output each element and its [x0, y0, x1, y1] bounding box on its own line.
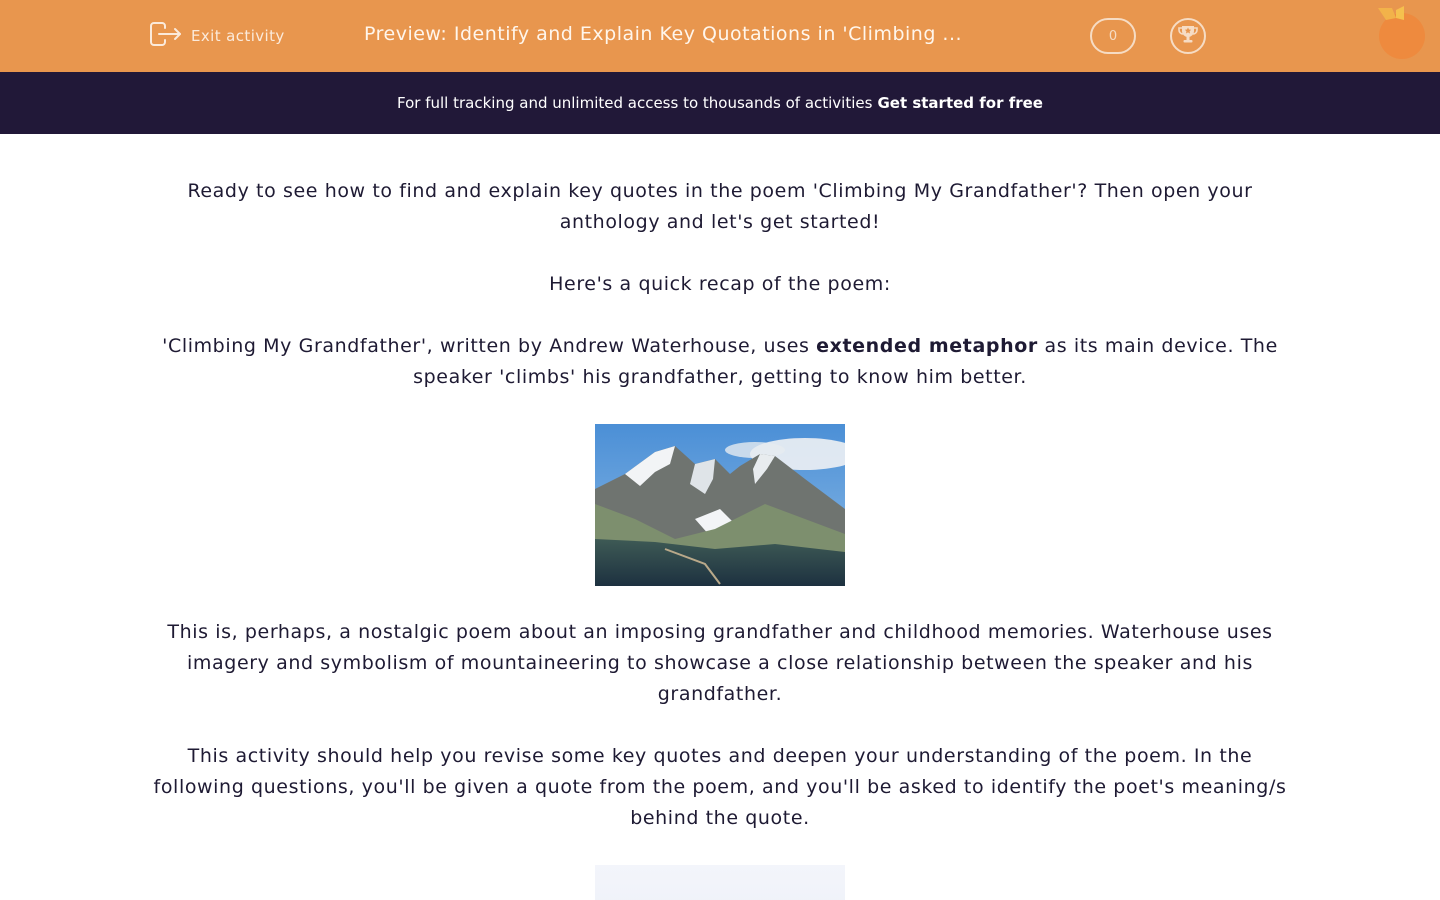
get-started-link[interactable]: Get started for free [877, 94, 1043, 112]
activity-content [150, 176, 1290, 900]
nostalgia-paragraph: This is, perhaps, a nostalgic poem about an imposing grandfather and childhood memories. Waterhouse uses imagery and symbolism of mountaineering to showcase a close relationship between the speaker and his grandfather. [167, 621, 1273, 705]
orange-logo-icon [1374, 4, 1430, 62]
trophy-icon [1177, 23, 1199, 49]
banner-text: For full tracking and unlimited access to thousands of activities [397, 94, 873, 112]
recap-heading: Here's a quick recap of the poem: [549, 273, 891, 295]
exit-icon [149, 19, 183, 53]
instructions-paragraph: This activity should help you revise some key quotes and deepen your understanding of the poem. In the following questions, you'll be given a quote from the poem, and you'll be asked to identify the poet's meaning/s behind the quote. [153, 745, 1287, 829]
top-bar [0, 0, 1440, 72]
score-value: 0 [1108, 28, 1118, 44]
activity-title: Preview: Identify and Explain Key Quotations in 'Climbing ... [364, 23, 963, 45]
signup-banner [0, 72, 1440, 134]
summary-bold-term: extended metaphor [816, 335, 1038, 357]
mountain-image [595, 424, 845, 586]
intro-paragraph: Ready to see how to find and explain key quotes in the poem 'Climbing My Grandfather'? Then open your anthology and let's get started! [187, 180, 1253, 233]
score-badge [1090, 18, 1136, 54]
summary-text-after: as its main device. The speaker 'climbs' his grandfather, getting to know him better. [413, 335, 1278, 388]
exit-activity-button[interactable] [149, 20, 285, 52]
trophy-button[interactable] [1170, 18, 1206, 54]
exit-activity-label: Exit activity [191, 27, 285, 45]
summary-text-before: 'Climbing My Grandfather', written by Andrew Waterhouse, uses [162, 335, 810, 357]
summary-paragraph [150, 331, 1290, 393]
second-image [595, 865, 845, 900]
